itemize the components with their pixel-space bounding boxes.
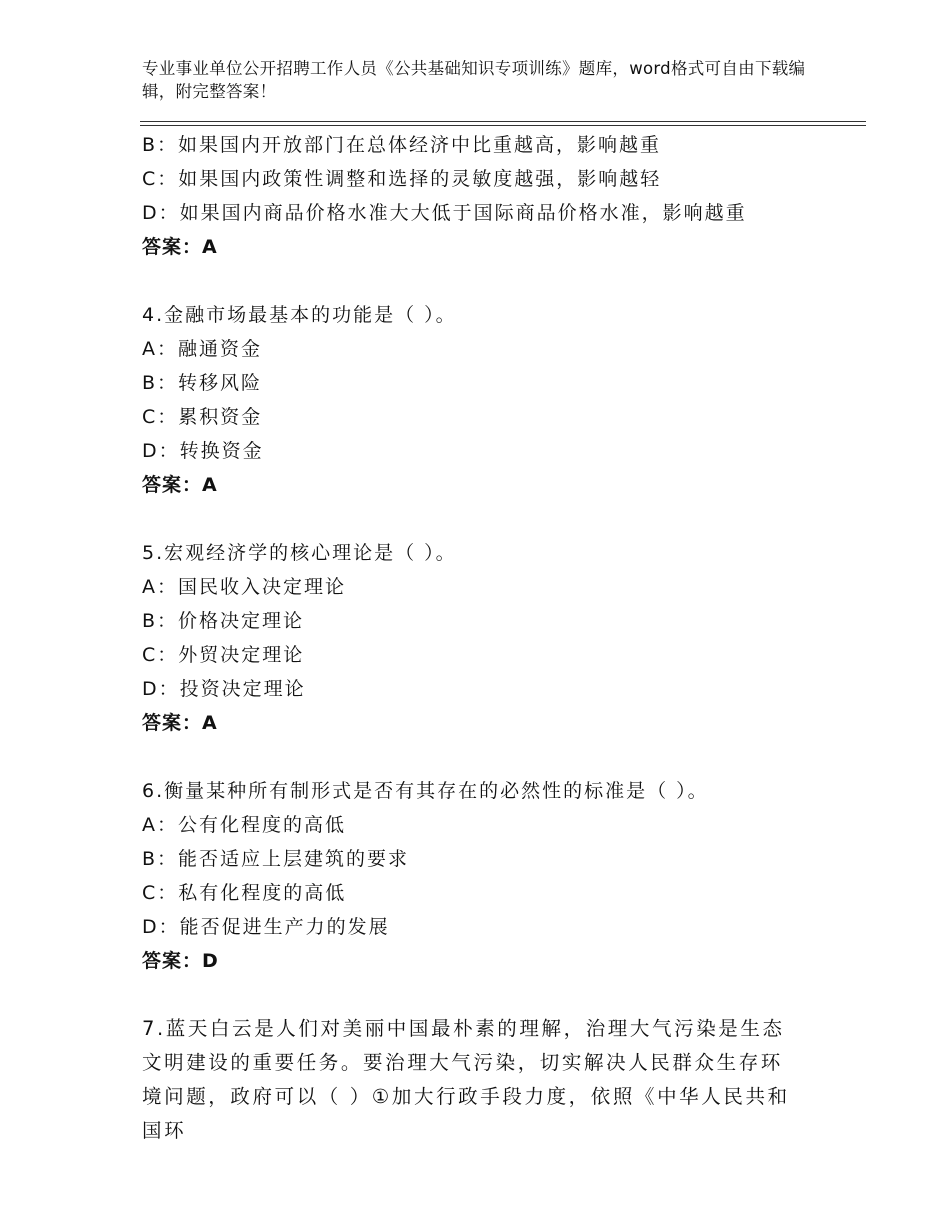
question-5 — [142, 536, 842, 740]
option-d: D：如果国内商品价格水准大大低于国际商品价格水准，影响越重 — [142, 202, 747, 224]
option-c: C：累积资金 — [142, 406, 263, 428]
option-a: A：公有化程度的高低 — [142, 814, 346, 836]
question-list — [142, 128, 842, 1148]
option-d: D：能否促进生产力的发展 — [142, 916, 390, 938]
option-a: A：融通资金 — [142, 338, 262, 360]
answer: 答案：D — [142, 950, 219, 972]
header-rule-thin — [140, 125, 866, 126]
option-b: B：转移风险 — [142, 372, 263, 394]
document-header: 专业事业单位公开招聘工作人员《公共基础知识专项训练》题库，word格式可自由下载编辑，附完整答案！ — [142, 59, 806, 101]
option-c: C：私有化程度的高低 — [142, 882, 347, 904]
option-b: B：如果国内开放部门在总体经济中比重越高，影响越重 — [142, 134, 662, 156]
option-c: C：外贸决定理论 — [142, 644, 305, 666]
option-b: B：能否适应上层建筑的要求 — [142, 848, 410, 870]
question-stem: 6.衡量某种所有制形式是否有其存在的必然性的标准是（ ）。 — [142, 780, 709, 802]
answer: 答案：A — [142, 474, 218, 496]
question-stem: 4.金融市场最基本的功能是（ ）。 — [142, 304, 457, 326]
option-d: D：转换资金 — [142, 440, 264, 462]
question-7 — [142, 1012, 842, 1148]
question-stem: 7.蓝天白云是人们对美丽中国最朴素的理解，治理大气污染是生态文明建设的重要任务。要治理大气污染，切实解决人民群众生存环境问题，政府可以（ ）①加大行政手段力度，依照《中华人民共和国环 — [142, 1017, 790, 1142]
answer: 答案：A — [142, 712, 218, 734]
option-b: B：价格决定理论 — [142, 610, 305, 632]
option-a: A：国民收入决定理论 — [142, 576, 346, 598]
question-6 — [142, 774, 842, 978]
question-3-tail — [142, 128, 842, 264]
question-4 — [142, 298, 842, 502]
header-rule-thick — [140, 121, 866, 122]
answer: 答案：A — [142, 236, 218, 258]
option-c: C：如果国内政策性调整和选择的灵敏度越强，影响越轻 — [142, 168, 662, 190]
question-stem: 5.宏观经济学的核心理论是（ ）。 — [142, 542, 457, 564]
option-d: D：投资决定理论 — [142, 678, 306, 700]
